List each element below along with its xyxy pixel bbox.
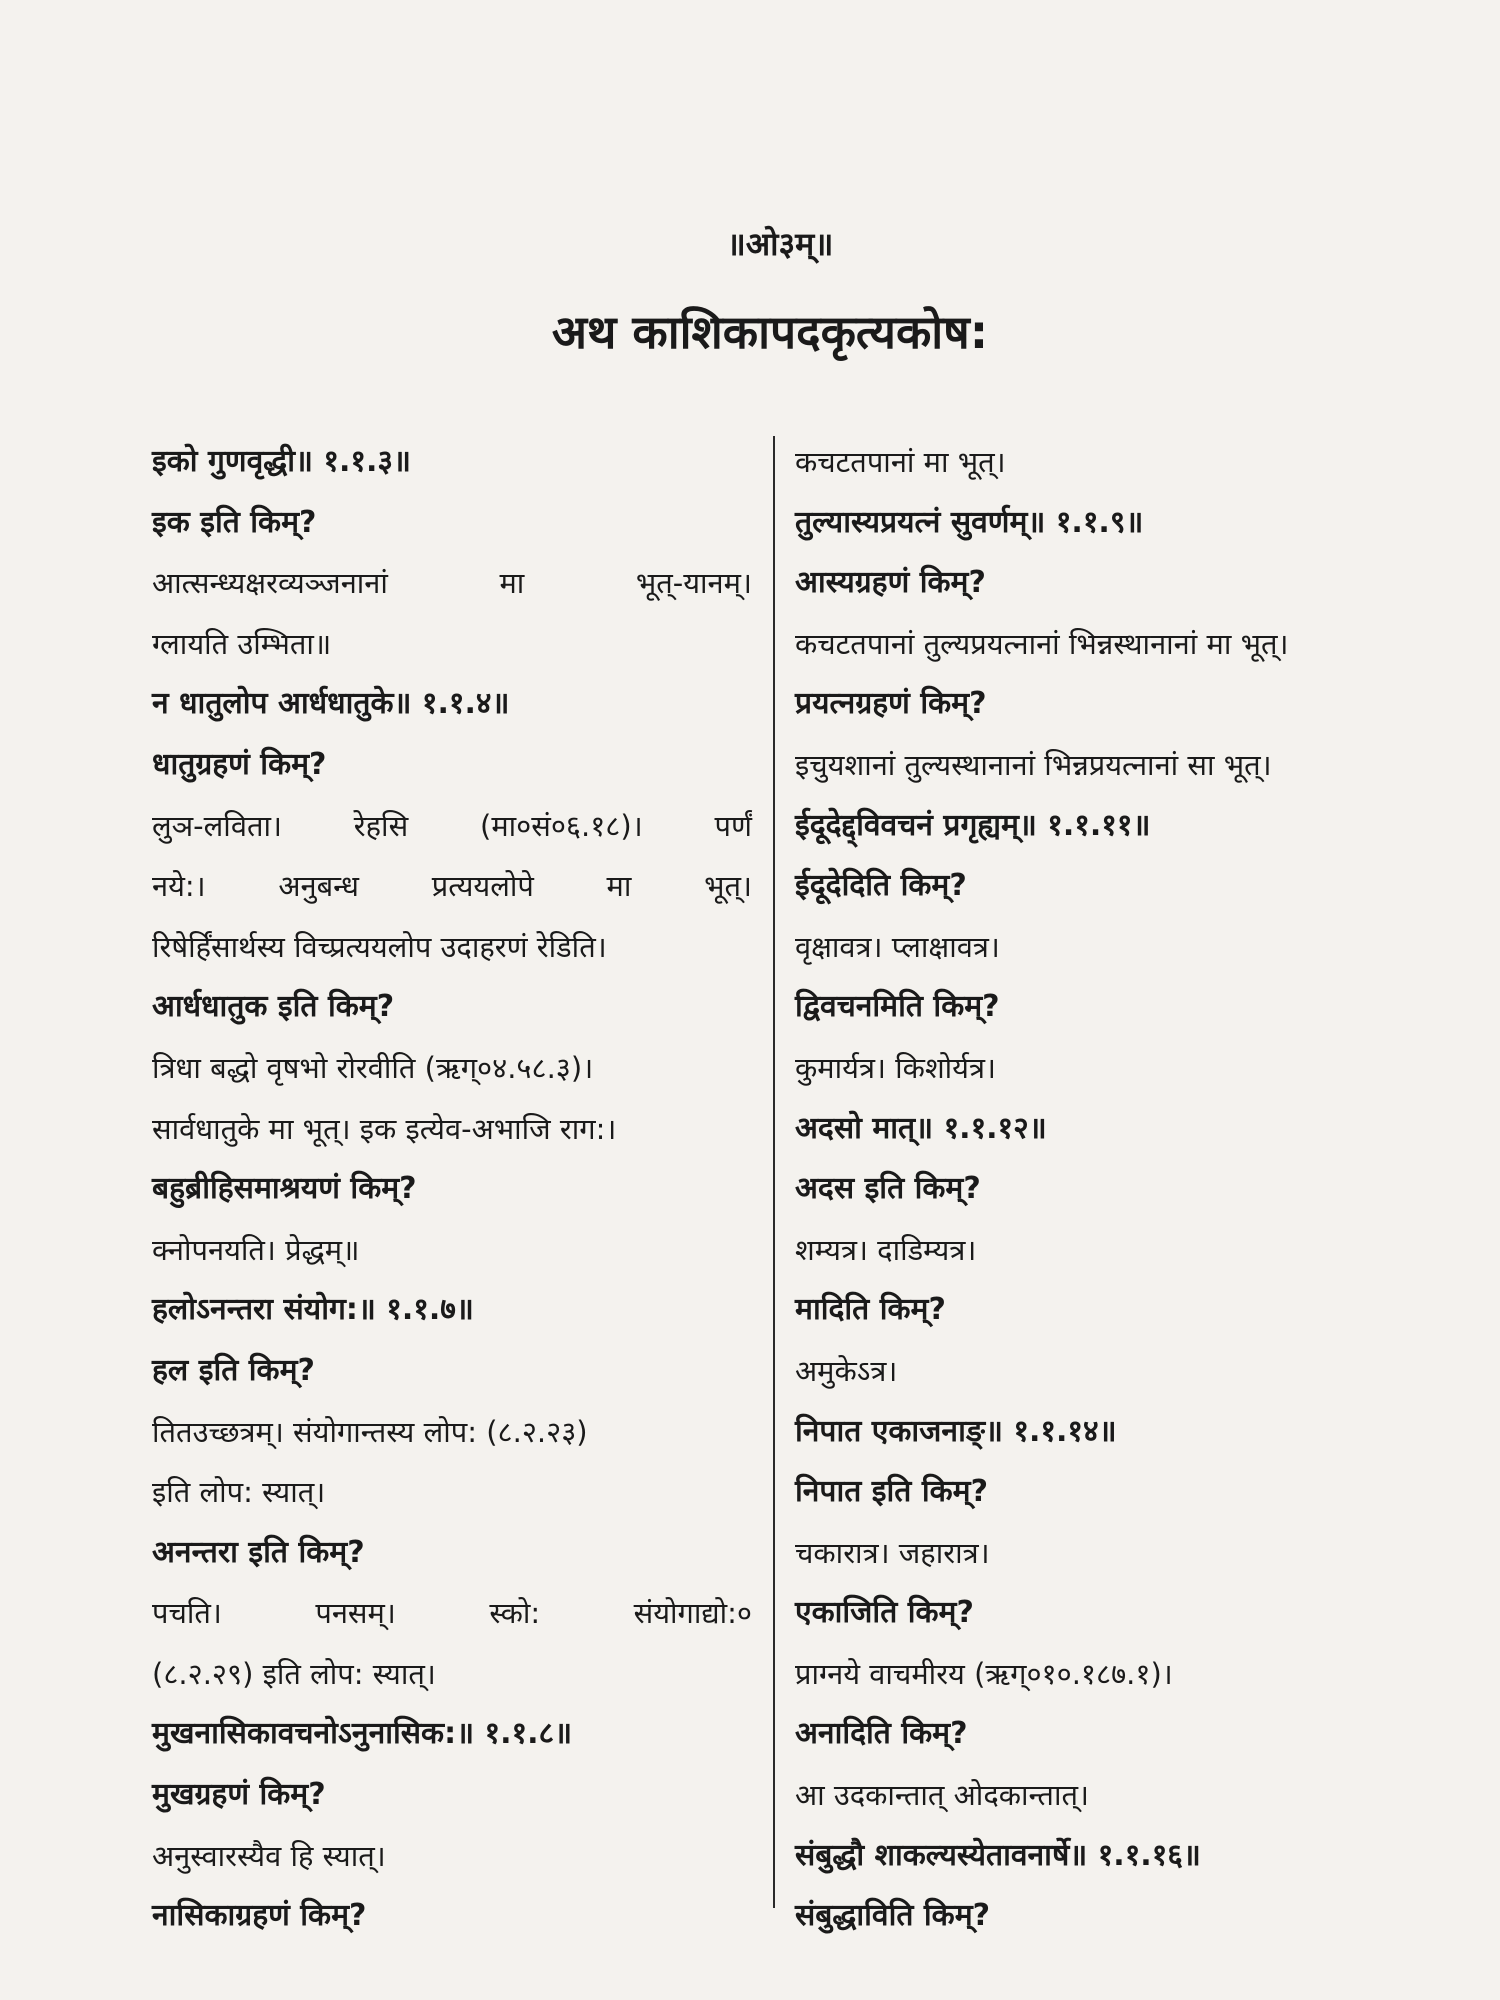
text-line: तितउच्छत्रम्। संयोगान्तस्य लोप: (८.२.२३) xyxy=(152,1414,588,1449)
text-line: सार्वधातुके मा भूत्। इक इत्येव-अभाजि राग:। xyxy=(152,1111,617,1146)
text-line xyxy=(152,1583,752,1644)
word: स्को: xyxy=(489,1596,541,1631)
sutra-heading: द्विवचनमिति किम्? xyxy=(795,989,1000,1025)
word: नये:। xyxy=(152,869,206,904)
sutra-heading: बहुब्रीहिसमाश्रयणं किम्? xyxy=(152,1171,417,1207)
sutra-heading: एकाजिति किम्? xyxy=(795,1595,974,1631)
sutra-heading: ईदूदेदिति किम्? xyxy=(795,868,967,904)
text-line: अमुकेऽत्र। xyxy=(795,1353,898,1388)
word: पचति। xyxy=(152,1596,222,1631)
sutra-heading: मुखग्रहणं किम्? xyxy=(152,1777,326,1813)
text-line: कचटतपानां मा भूत्। xyxy=(795,445,1006,479)
word: भूत्। xyxy=(704,869,752,904)
sutra-heading: न धातुलोप आर्धधातुके॥ १.१.४॥ xyxy=(152,686,510,722)
text-line: प्राग्नये वाचमीरय (ऋग्०१०.१८७.१)। xyxy=(795,1656,1173,1691)
text-line: रिषेर्हिंसार्थस्य विच्प्रत्ययलोप उदाहरणं रेडिति। xyxy=(152,929,607,964)
sutra-heading: प्रयत्नग्रहणं किम्? xyxy=(795,686,987,722)
text-line: इति लोप: स्यात्। xyxy=(152,1475,326,1510)
sutra-heading: धातुग्रहणं किम्? xyxy=(152,746,327,782)
word: लुञ-लविता। xyxy=(152,808,282,843)
word: पर्णं xyxy=(714,808,752,843)
page-title: अथ काशिकापदकृत्यकोष: xyxy=(551,305,989,359)
text-line: त्रिधा बद्धो वृषभो रोरवीति (ऋग्०४.५८.३)। xyxy=(152,1050,594,1085)
text-line xyxy=(152,553,752,614)
text-line: (८.२.२९) इति लोप: स्यात्। xyxy=(152,1656,436,1691)
text-line: शम्यत्र। दाडिम्यत्र। xyxy=(795,1232,977,1267)
sutra-heading: ईदूदेद्द्विवचनं प्रगृह्यम्॥ १.१.११॥ xyxy=(795,807,1151,843)
text-line: चकारात्र। जहारात्र। xyxy=(795,1535,990,1570)
sutra-heading: आस्यग्रहणं किम्? xyxy=(795,565,986,601)
text-line: आ उदकान्तात् ओदकान्तात्। xyxy=(795,1778,1089,1813)
text-line: ग्लायति उम्भिता॥ xyxy=(152,626,332,661)
word: रेहसि xyxy=(353,808,409,843)
word: भूत्-यानम्। xyxy=(635,566,752,601)
word: आत्सन्ध्यक्षरव्यञ्जनानां xyxy=(152,566,388,601)
sutra-heading: अदस इति किम्? xyxy=(795,1171,981,1207)
text-line: वृक्षावत्र। प्लाक्षावत्र। xyxy=(795,929,1000,964)
word: मा xyxy=(606,869,632,904)
sutra-heading: इक इति किम्? xyxy=(152,504,317,540)
sutra-heading: आर्धधातुक इति किम्? xyxy=(152,989,395,1025)
text-line: कुमार्यत्र। किशोर्यत्र। xyxy=(795,1050,996,1085)
left-column xyxy=(152,432,752,1947)
column-divider xyxy=(773,436,775,1908)
sutra-heading: मादिति किम्? xyxy=(795,1292,946,1328)
sutra-heading: हल इति किम्? xyxy=(152,1352,315,1388)
sutra-heading: निपात एकाजनाङ्॥ १.१.१४॥ xyxy=(795,1413,1117,1449)
sutra-heading: मुखनासिकावचनोऽनुनासिक:॥ १.१.८॥ xyxy=(152,1716,573,1752)
sutra-heading: इको गुणवृद्धी॥ १.१.३॥ xyxy=(152,444,411,479)
text-line: क्नोपनयति। प्रेद्धम्॥ xyxy=(152,1232,360,1267)
sutra-heading: हलोऽनन्तरा संयोग:॥ १.१.७॥ xyxy=(152,1292,474,1328)
sutra-heading: अनन्तरा इति किम्? xyxy=(152,1534,365,1570)
om-invocation: ॥ओ३म्॥ xyxy=(726,225,834,263)
sutra-heading: अदसो मात्॥ १.१.१२॥ xyxy=(795,1110,1047,1146)
word: (मा०सं०६.१८)। xyxy=(480,808,643,843)
text-line xyxy=(152,796,752,857)
sutra-heading: तुल्यास्यप्रयत्नं सुवर्णम्॥ १.१.९॥ xyxy=(795,504,1144,540)
word: संयोगाद्यो:० xyxy=(633,1596,752,1631)
right-column xyxy=(795,432,1395,1947)
sutra-heading: अनादिति किम्? xyxy=(795,1716,968,1752)
text-line: कचटतपानां तुल्यप्रयत्नानां भिन्नस्थानानां मा भूत्। xyxy=(795,626,1289,661)
text-line: अनुस्वारस्यैव हि स्यात्। xyxy=(152,1838,386,1873)
sutra-heading: संबुद्धौ शाकल्यस्येतावनार्षे॥ १.१.१६॥ xyxy=(795,1837,1201,1873)
text-line: इचुयशानां तुल्यस्थानानां भिन्नप्रयत्नानां सा भूत्। xyxy=(795,747,1272,782)
word: प्रत्ययलोपे xyxy=(431,869,534,904)
word: अनुबन्ध xyxy=(278,869,360,904)
sutra-heading: संबुद्धाविति किम्? xyxy=(795,1898,991,1934)
sutra-heading: नासिकाग्रहणं किम्? xyxy=(152,1898,367,1934)
text-line xyxy=(152,856,752,917)
word: पनसम्। xyxy=(315,1596,396,1631)
sutra-heading: निपात इति किम्? xyxy=(795,1474,988,1510)
word: मा xyxy=(499,566,525,601)
